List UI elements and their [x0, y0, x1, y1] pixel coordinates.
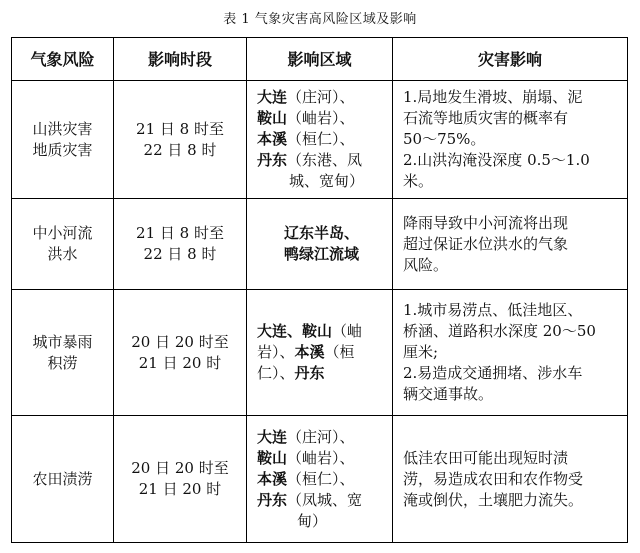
cell-time: 21 日 8 时至 22 日 8 时	[114, 81, 247, 199]
header-type: 气象风险	[12, 38, 114, 81]
header-time: 影响时段	[114, 38, 247, 81]
cell-area: 大连（庄河）、 鞍山（岫岩）、 本溪（桓仁）、 丹东（凤城、宽 甸）	[247, 416, 393, 543]
cell-risk-type: 中小河流 洪水	[12, 199, 114, 290]
table-row	[12, 81, 628, 199]
cell-area: 辽东半岛、 鸭绿江流域	[247, 199, 393, 290]
cell-time: 21 日 8 时至 22 日 8 时	[114, 199, 247, 290]
table-row	[12, 290, 628, 416]
table-row	[12, 199, 628, 290]
table-caption: 表 1 气象灾害高风险区域及影响	[223, 12, 417, 27]
cell-risk-type: 山洪灾害 地质灾害	[12, 81, 114, 199]
header-impact: 灾害影响	[393, 38, 628, 81]
table-row	[12, 416, 628, 543]
cell-time: 20 日 20 时至 21 日 20 时	[114, 416, 247, 543]
cell-impact: 低洼农田可能出现短时渍 涝，易造成农田和农作物受 淹或倒伏，土壤肥力流失。	[393, 416, 628, 543]
header-row	[12, 38, 628, 81]
cell-risk-type: 城市暴雨 积涝	[12, 290, 114, 416]
risk-table	[11, 37, 628, 543]
cell-area: 大连（庄河）、 鞍山（岫岩）、 本溪（桓仁）、 丹东（东港、凤 城、宽甸）	[247, 81, 393, 199]
header-area: 影响区域	[247, 38, 393, 81]
cell-impact: 降雨导致中小河流将出现 超过保证水位洪水的气象 风险。	[393, 199, 628, 290]
cell-area: 大连、鞍山（岫 岩）、本溪（桓 仁）、丹东	[247, 290, 393, 416]
cell-risk-type: 农田渍涝	[12, 416, 114, 543]
cell-impact: 1.局地发生滑坡、崩塌、泥 石流等地质灾害的概率有 50～75%。 2.山洪沟淹没深度 0.5～1.0 米。	[393, 81, 628, 199]
cell-impact: 1.城市易涝点、低洼地区、 桥涵、道路积水深度 20～50 厘米; 2.易造成交通拥堵、涉水车 辆交通事故。	[393, 290, 628, 416]
cell-time: 20 日 20 时至 21 日 20 时	[114, 290, 247, 416]
